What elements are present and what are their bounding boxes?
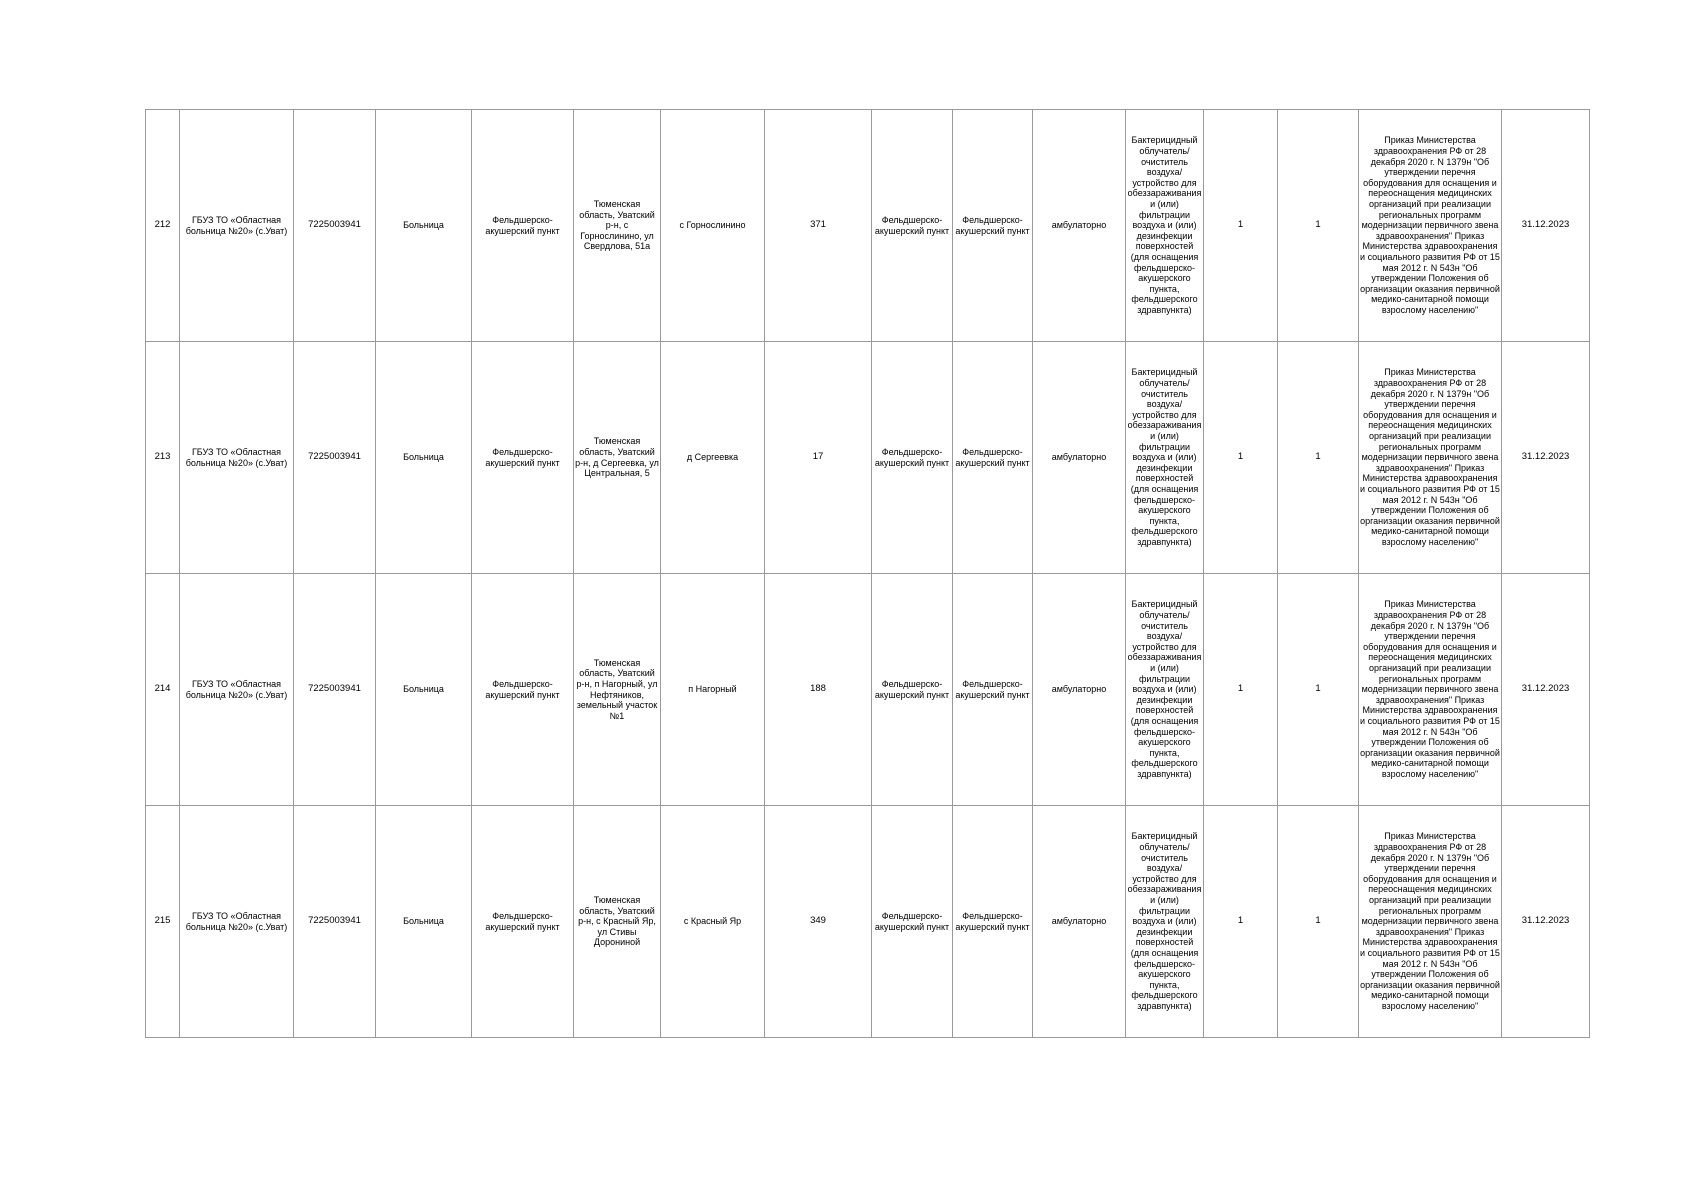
unit2-cell: Фельдшерско-акушерский пункт [872, 110, 953, 342]
quantity-cell-2: 1 [1278, 110, 1359, 342]
population-cell: 349 [765, 806, 872, 1038]
date-cell: 31.12.2023 [1502, 806, 1590, 1038]
legal-basis-cell: Приказ Министерства здравоохранения РФ от 28 декабря 2020 г. N 1379н "Об утверждении перечня оборудования для оснащения и переоснащения медицинских организаций при реализации региональных программ модернизации первичного звена здравоохранения" Приказ Министерства здравоохранения и социального развития РФ от 15 мая 2012 г. N 543н "Об утверждении Положения об организации оказания первичной медико-санитарной помощи взрослому населению" [1359, 342, 1502, 574]
address-cell: Тюменская область, Уватский р-н, д Сергеевка, ул Центральная, 5 [574, 342, 661, 574]
quantity-cell: 1 [1204, 574, 1278, 806]
locality-cell: с Красный Яр [661, 806, 765, 1038]
inn-cell: 7225003941 [294, 574, 376, 806]
care-mode-cell: амбулаторно [1033, 806, 1126, 1038]
legal-basis-cell: Приказ Министерства здравоохранения РФ от 28 декабря 2020 г. N 1379н "Об утверждении перечня оборудования для оснащения и переоснащения медицинских организаций при реализации региональных программ модернизации первичного звена здравоохранения" Приказ Министерства здравоохранения и социального развития РФ от 15 мая 2012 г. N 543н "Об утверждении Положения об организации оказания первичной медико-санитарной помощи взрослому населению" [1359, 806, 1502, 1038]
row-number-cell: 215 [146, 806, 180, 1038]
quantity-cell-2: 1 [1278, 806, 1359, 1038]
unit3-cell: Фельдшерско-акушерский пункт [953, 342, 1033, 574]
equipment-cell: Бактерицидный облучатель/очиститель воздуха/устройство для обеззараживания и (или) фильтрации воздуха и (или) дезинфекции поверхностей (для оснащения фельдшерско-акушерского пункта, фельдшерского здравпункта) [1126, 574, 1204, 806]
unit3-cell: Фельдшерско-акушерский пункт [953, 110, 1033, 342]
spreadsheet-page [145, 109, 1589, 1038]
row-number-cell: 214 [146, 574, 180, 806]
unit-cell: Фельдшерско-акушерский пункт [472, 806, 574, 1038]
inn-cell: 7225003941 [294, 806, 376, 1038]
date-cell: 31.12.2023 [1502, 110, 1590, 342]
organization-cell: ГБУЗ ТО «Областная больница №20» (с.Уват) [180, 574, 294, 806]
facility-type-cell: Больница [376, 342, 472, 574]
organization-cell: ГБУЗ ТО «Областная больница №20» (с.Уват) [180, 110, 294, 342]
quantity-cell: 1 [1204, 342, 1278, 574]
locality-cell: с Горнослинино [661, 110, 765, 342]
care-mode-cell: амбулаторно [1033, 574, 1126, 806]
table-row [146, 342, 1590, 574]
unit3-cell: Фельдшерско-акушерский пункт [953, 806, 1033, 1038]
unit-cell: Фельдшерско-акушерский пункт [472, 574, 574, 806]
unit-cell: Фельдшерско-акушерский пункт [472, 110, 574, 342]
date-cell: 31.12.2023 [1502, 574, 1590, 806]
population-cell: 188 [765, 574, 872, 806]
organization-cell: ГБУЗ ТО «Областная больница №20» (с.Уват) [180, 806, 294, 1038]
equipment-cell: Бактерицидный облучатель/очиститель воздуха/устройство для обеззараживания и (или) фильтрации воздуха и (или) дезинфекции поверхностей (для оснащения фельдшерско-акушерского пункта, фельдшерского здравпункта) [1126, 342, 1204, 574]
row-number-cell: 212 [146, 110, 180, 342]
unit-cell: Фельдшерско-акушерский пункт [472, 342, 574, 574]
table-row [146, 574, 1590, 806]
table-body [146, 110, 1590, 1038]
care-mode-cell: амбулаторно [1033, 342, 1126, 574]
quantity-cell-2: 1 [1278, 574, 1359, 806]
inn-cell: 7225003941 [294, 110, 376, 342]
unit2-cell: Фельдшерско-акушерский пункт [872, 806, 953, 1038]
table-row [146, 806, 1590, 1038]
date-cell: 31.12.2023 [1502, 342, 1590, 574]
quantity-cell: 1 [1204, 110, 1278, 342]
inn-cell: 7225003941 [294, 342, 376, 574]
address-cell: Тюменская область, Уватский р-н, с Горнослинино, ул Свердлова, 51а [574, 110, 661, 342]
facility-type-cell: Больница [376, 574, 472, 806]
population-cell: 371 [765, 110, 872, 342]
equipment-table [145, 109, 1590, 1038]
row-number-cell: 213 [146, 342, 180, 574]
table-row [146, 110, 1590, 342]
quantity-cell: 1 [1204, 806, 1278, 1038]
care-mode-cell: амбулаторно [1033, 110, 1126, 342]
quantity-cell-2: 1 [1278, 342, 1359, 574]
population-cell: 17 [765, 342, 872, 574]
facility-type-cell: Больница [376, 806, 472, 1038]
equipment-cell: Бактерицидный облучатель/очиститель воздуха/устройство для обеззараживания и (или) фильтрации воздуха и (или) дезинфекции поверхностей (для оснащения фельдшерско-акушерского пункта, фельдшерского здравпункта) [1126, 806, 1204, 1038]
locality-cell: п Нагорный [661, 574, 765, 806]
address-cell: Тюменская область, Уватский р-н, п Нагорный, ул Нефтяников, земельный участок №1 [574, 574, 661, 806]
unit2-cell: Фельдшерско-акушерский пункт [872, 574, 953, 806]
legal-basis-cell: Приказ Министерства здравоохранения РФ от 28 декабря 2020 г. N 1379н "Об утверждении перечня оборудования для оснащения и переоснащения медицинских организаций при реализации региональных программ модернизации первичного звена здравоохранения" Приказ Министерства здравоохранения и социального развития РФ от 15 мая 2012 г. N 543н "Об утверждении Положения об организации оказания первичной медико-санитарной помощи взрослому населению" [1359, 574, 1502, 806]
locality-cell: д Сергеевка [661, 342, 765, 574]
legal-basis-cell: Приказ Министерства здравоохранения РФ от 28 декабря 2020 г. N 1379н "Об утверждении перечня оборудования для оснащения и переоснащения медицинских организаций при реализации региональных программ модернизации первичного звена здравоохранения" Приказ Министерства здравоохранения и социального развития РФ от 15 мая 2012 г. N 543н "Об утверждении Положения об организации оказания первичной медико-санитарной помощи взрослому населению" [1359, 110, 1502, 342]
address-cell: Тюменская область, Уватский р-н, с Красный Яр, ул Стивы Дорониной [574, 806, 661, 1038]
unit3-cell: Фельдшерско-акушерский пункт [953, 574, 1033, 806]
facility-type-cell: Больница [376, 110, 472, 342]
organization-cell: ГБУЗ ТО «Областная больница №20» (с.Уват) [180, 342, 294, 574]
equipment-cell: Бактерицидный облучатель/очиститель воздуха/устройство для обеззараживания и (или) фильтрации воздуха и (или) дезинфекции поверхностей (для оснащения фельдшерско-акушерского пункта, фельдшерского здравпункта) [1126, 110, 1204, 342]
unit2-cell: Фельдшерско-акушерский пункт [872, 342, 953, 574]
